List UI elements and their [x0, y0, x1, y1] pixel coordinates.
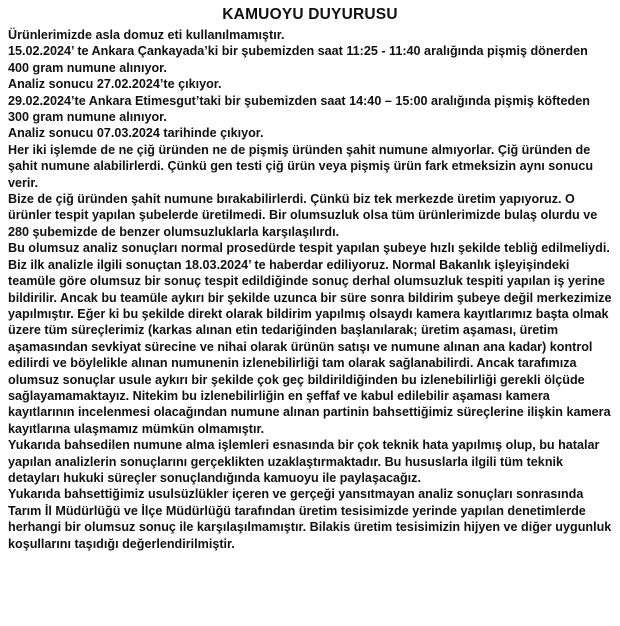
announcement-body	[8, 27, 612, 552]
paragraph: Yukarıda bahsedilen numune alma işlemleri esnasında bir çok teknik hata yapılmış olup, bu hatalar yapılan analizlerin sonuçlarını gerçeklikten uzaklaştırmaktadır. Bu hususlarla ilgili tüm teknik detayları hukuki süreçler sonuçlandığında kamuoyu ile paylaşacağız.	[8, 438, 600, 485]
paragraph: Analiz sonucu 27.02.2024’te çıkıyor.	[8, 77, 222, 92]
paragraph: Yukarıda bahsettiğimiz usulsüzlükler içeren ve gerçeği yansıtmayan analiz sonuçları sonrasında Tarım İl Müdürlüğü ve İlçe Müdürlüğü tarafından üretim tesisimizde yerinde yapılan denetimlerde herhangi bir olumsuz sonuç ile karşılaşılmamıştır. Bilakis üretim tesisimizin hijyen ve diğer uygunluk koşullarını taşıdığı değerlendirilmiştir.	[8, 487, 612, 551]
paragraph: Ürünlerimizde asla domuz eti kullanılmamıştır.	[8, 28, 285, 42]
paragraph: Bize de çiğ üründen şahit numune bırakabilirlerdi. Çünkü biz tek merkezde üretim yapıyoruz. O ürünler tespit yapılan şubelerde üretilmedi. Bir olumsuzluk olsa tüm ürünlerimizde bulaş olurdu ve 280 şubemizde de benzer olumsuzluklarla karşılaşılırdı.	[8, 192, 598, 239]
paragraph: Analiz sonucu 07.03.2024 tarihinde çıkıyor.	[8, 126, 264, 141]
paragraph: Bu olumsuz analiz sonuçları normal prosedürde tespit yapılan şubeye hızlı şekilde tebliğ edilmeliydi. Biz ilk analizle ilgili sonuçtan 18.03.2024’ te haberdar ediliyoruz. Normal Bakanlık işleyişindeki teamüle göre olumsuz bir sonuç tespit edildiğinde sonuç derhal olumsuzluk tespiti yapılan iş yerine bildirilir. Ancak bu teamüle aykırı bir şekilde uzunca bir süre sonra bildirim şubeye değil merkezimize yapılmıştır. Eğer ki bu şekilde direkt olarak bildirim yapılmış olsaydı kamera kayıtlarımız başta olmak üzere tüm süreçlerimiz (karkas alınan etin tedariğinden başlanılarak; üretim aşaması, üretim aşamasından sevkiyat sürecine ve nihai olarak ürünün satışı ve numune alınan ana kadar) kontrol edilirdi ve böylelikle alınan numunenin izlenebilirliği tam olarak sağlanabilirdi. Ancak tarafımıza olumsuz sonuçlar usule aykırı bir şekilde çok geç bildirildiğinden bu izlenebilirliği gerekli ölçüde sağlayamamaktayız. Nitekim bu izlenebilirliğin en şeffaf ve kabul edilebilir aşaması kamera kayıtlarının incelenmesi olacağından numune alınan partinin bahsettiğimiz süreçlerine ilişkin kamera kayıtlarına ulaşmamız mümkün olmamıştır.	[8, 241, 612, 436]
announcement-title: KAMUOYU DUYURUSU	[222, 6, 398, 23]
paragraph: 15.02.2024’ te Ankara Çankayada’ki bir şubemizden saat 11:25 - 11:40 aralığında pişmiş dönerden 400 gram numune alınıyor.	[8, 44, 588, 75]
paragraph: Her iki işlemde de ne çiğ üründen ne de pişmiş üründen şahit numune almıyorlar. Çiğ üründen de şahit numune alabilirlerdi. Çünkü gen testi çiğ ürün veya pişmiş ürün fark etmeksizin aynı sonucu verir.	[8, 142, 594, 190]
paragraph: 29.02.2024’te Ankara Etimesgut’taki bir şubemizden saat 14:40 – 15:00 aralığında pişmiş köfteden 300 gram numune alınıyor.	[8, 93, 590, 125]
